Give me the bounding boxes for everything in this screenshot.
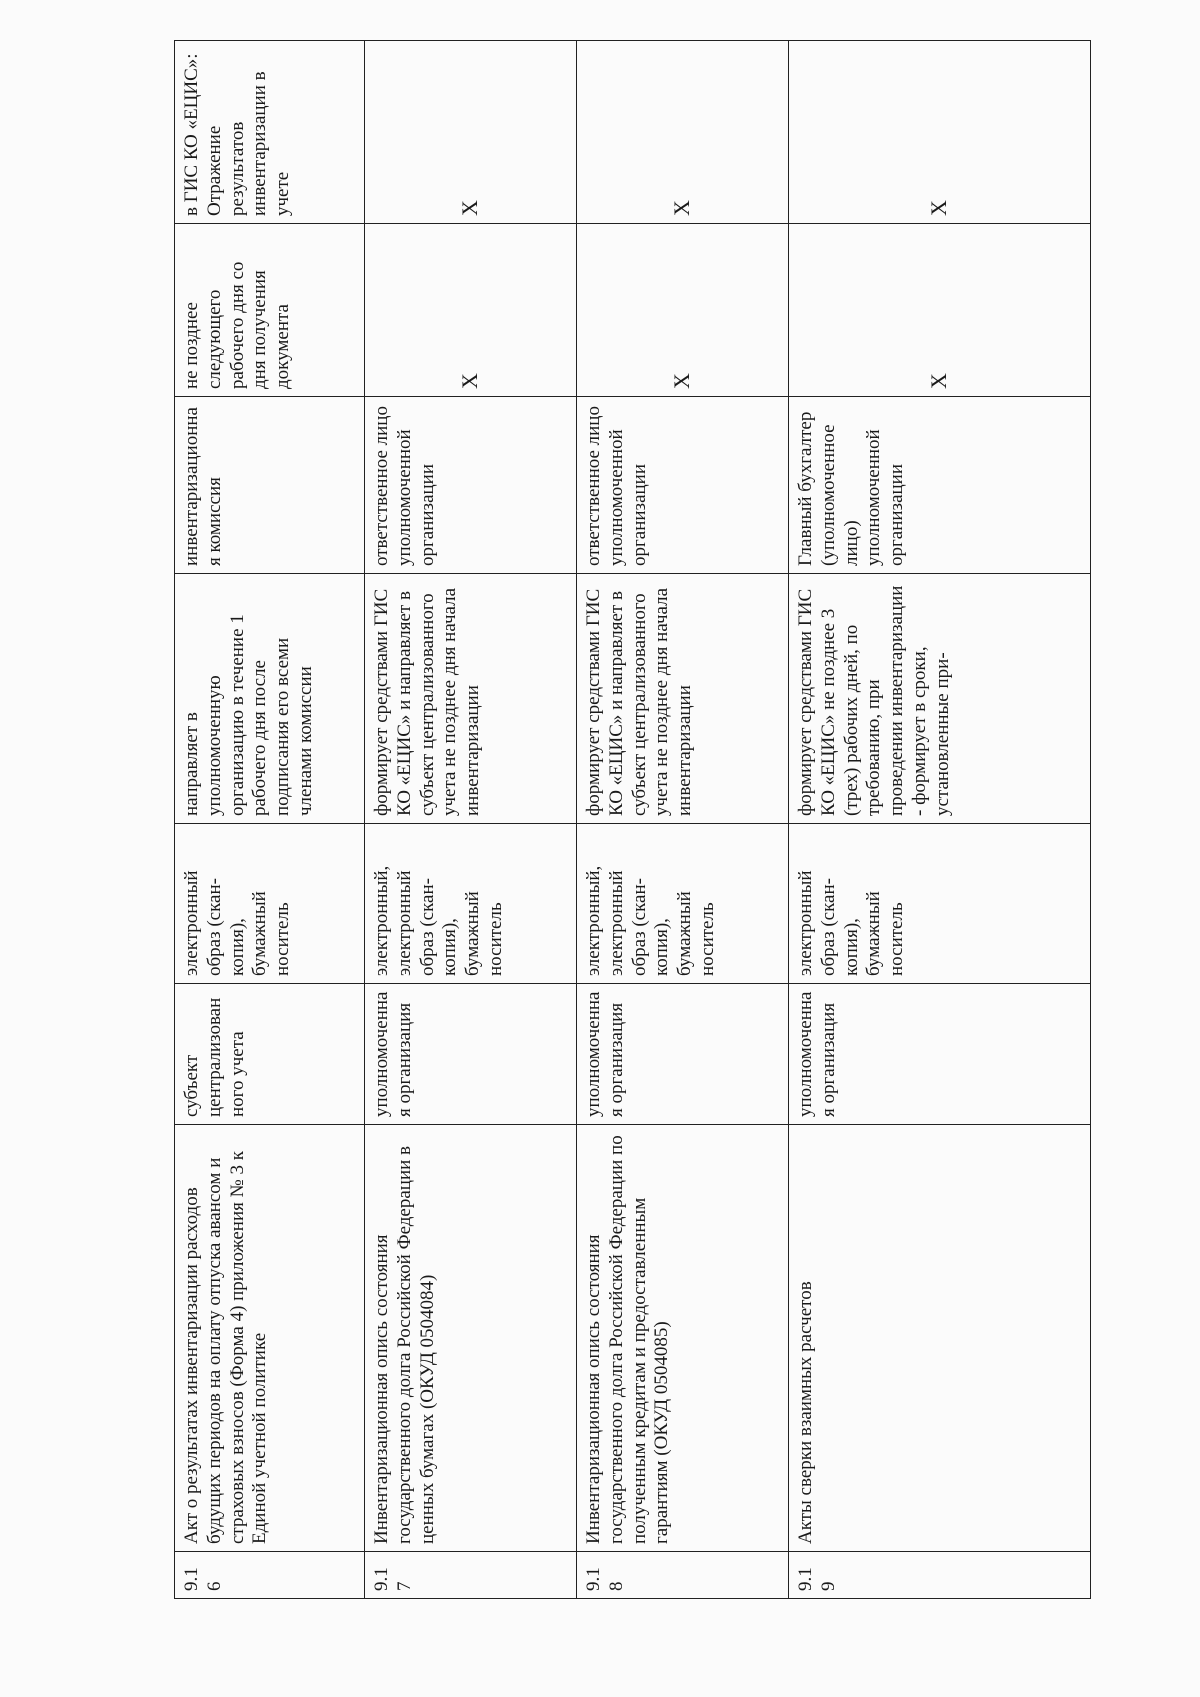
deadline: X xyxy=(789,224,1091,397)
deadline: X xyxy=(577,224,789,397)
result: X xyxy=(789,41,1091,224)
responsible-party: субъект централизованного учета xyxy=(175,984,365,1125)
procedure: формирует средствами ГИС КО «ЕЦИС» и направляет в субъект централизованного учета не позднее дня начала инвентаризации xyxy=(577,574,789,824)
row-number: 9.18 xyxy=(577,1552,789,1599)
document-format: электронный образ (скан-копия), бумажный носитель xyxy=(789,824,1091,984)
executor: ответственное лицо уполномоченной организации xyxy=(577,397,789,574)
document-format: электронный, электронный образ (скан-копия), бумажный носитель xyxy=(577,824,789,984)
result: X xyxy=(365,41,577,224)
procedure: направляет в уполномоченную организацию в течение 1 рабочего дня после подписания его всеми членами комиссии xyxy=(175,574,365,824)
document-name: Инвентаризационная опись состояния государственного долга Российской Федерации по полученным кредитам и предоставленным гарантиям (ОКУД 0504085) xyxy=(577,1125,789,1552)
responsible-party: уполномоченная организация xyxy=(365,984,577,1125)
table-row xyxy=(365,41,577,1599)
row-number: 9.17 xyxy=(365,1552,577,1599)
table-row xyxy=(175,41,365,1599)
procedure: формирует средствами ГИС КО «ЕЦИС» и направляет в субъект централизованного учета не позднее дня начала инвентаризации xyxy=(365,574,577,824)
responsible-party: уполномоченная организация xyxy=(789,984,1091,1125)
document-name: Акт о результатах инвентаризации расходов будущих периодов на оплату отпуска авансом и страховых взносов (Форма 4) приложения № 3 к Единой учетной политике xyxy=(175,1125,365,1552)
document-format: электронный, электронный образ (скан-копия), бумажный носитель xyxy=(365,824,577,984)
document-format: электронный образ (скан-копия), бумажный носитель xyxy=(175,824,365,984)
rotated-table-container xyxy=(174,41,1090,1599)
deadline: не позднее следующего рабочего дня со дня получения документа xyxy=(175,224,365,397)
row-number: 9.16 xyxy=(175,1552,365,1599)
executor: инвентаризационная комиссия xyxy=(175,397,365,574)
responsible-party: уполномоченная организация xyxy=(577,984,789,1125)
executor: ответственное лицо уполномоченной организации xyxy=(365,397,577,574)
table-row xyxy=(789,41,1091,1599)
row-number: 9.19 xyxy=(789,1552,1091,1599)
executor: Главный бухгалтер (уполномоченное лицо) уполномоченной организации xyxy=(789,397,1091,574)
result: в ГИС КО «ЕЦИС»: Отражение результатов инвентаризации в учете xyxy=(175,41,365,224)
deadline: X xyxy=(365,224,577,397)
document-name: Инвентаризационная опись состояния государственного долга Российской Федерации в ценных бумагах (ОКУД 0504084) xyxy=(365,1125,577,1552)
result: X xyxy=(577,41,789,224)
procedure: формирует средствами ГИС КО «ЕЦИС» не позднее 3 (трех) рабочих дней, по требованию, при проведении инвентаризации - формирует в сроки, установленные при- xyxy=(789,574,1091,824)
table-row xyxy=(577,41,789,1599)
document-table xyxy=(174,40,1091,1599)
document-name: Акты сверки взаимных расчетов xyxy=(789,1125,1091,1552)
